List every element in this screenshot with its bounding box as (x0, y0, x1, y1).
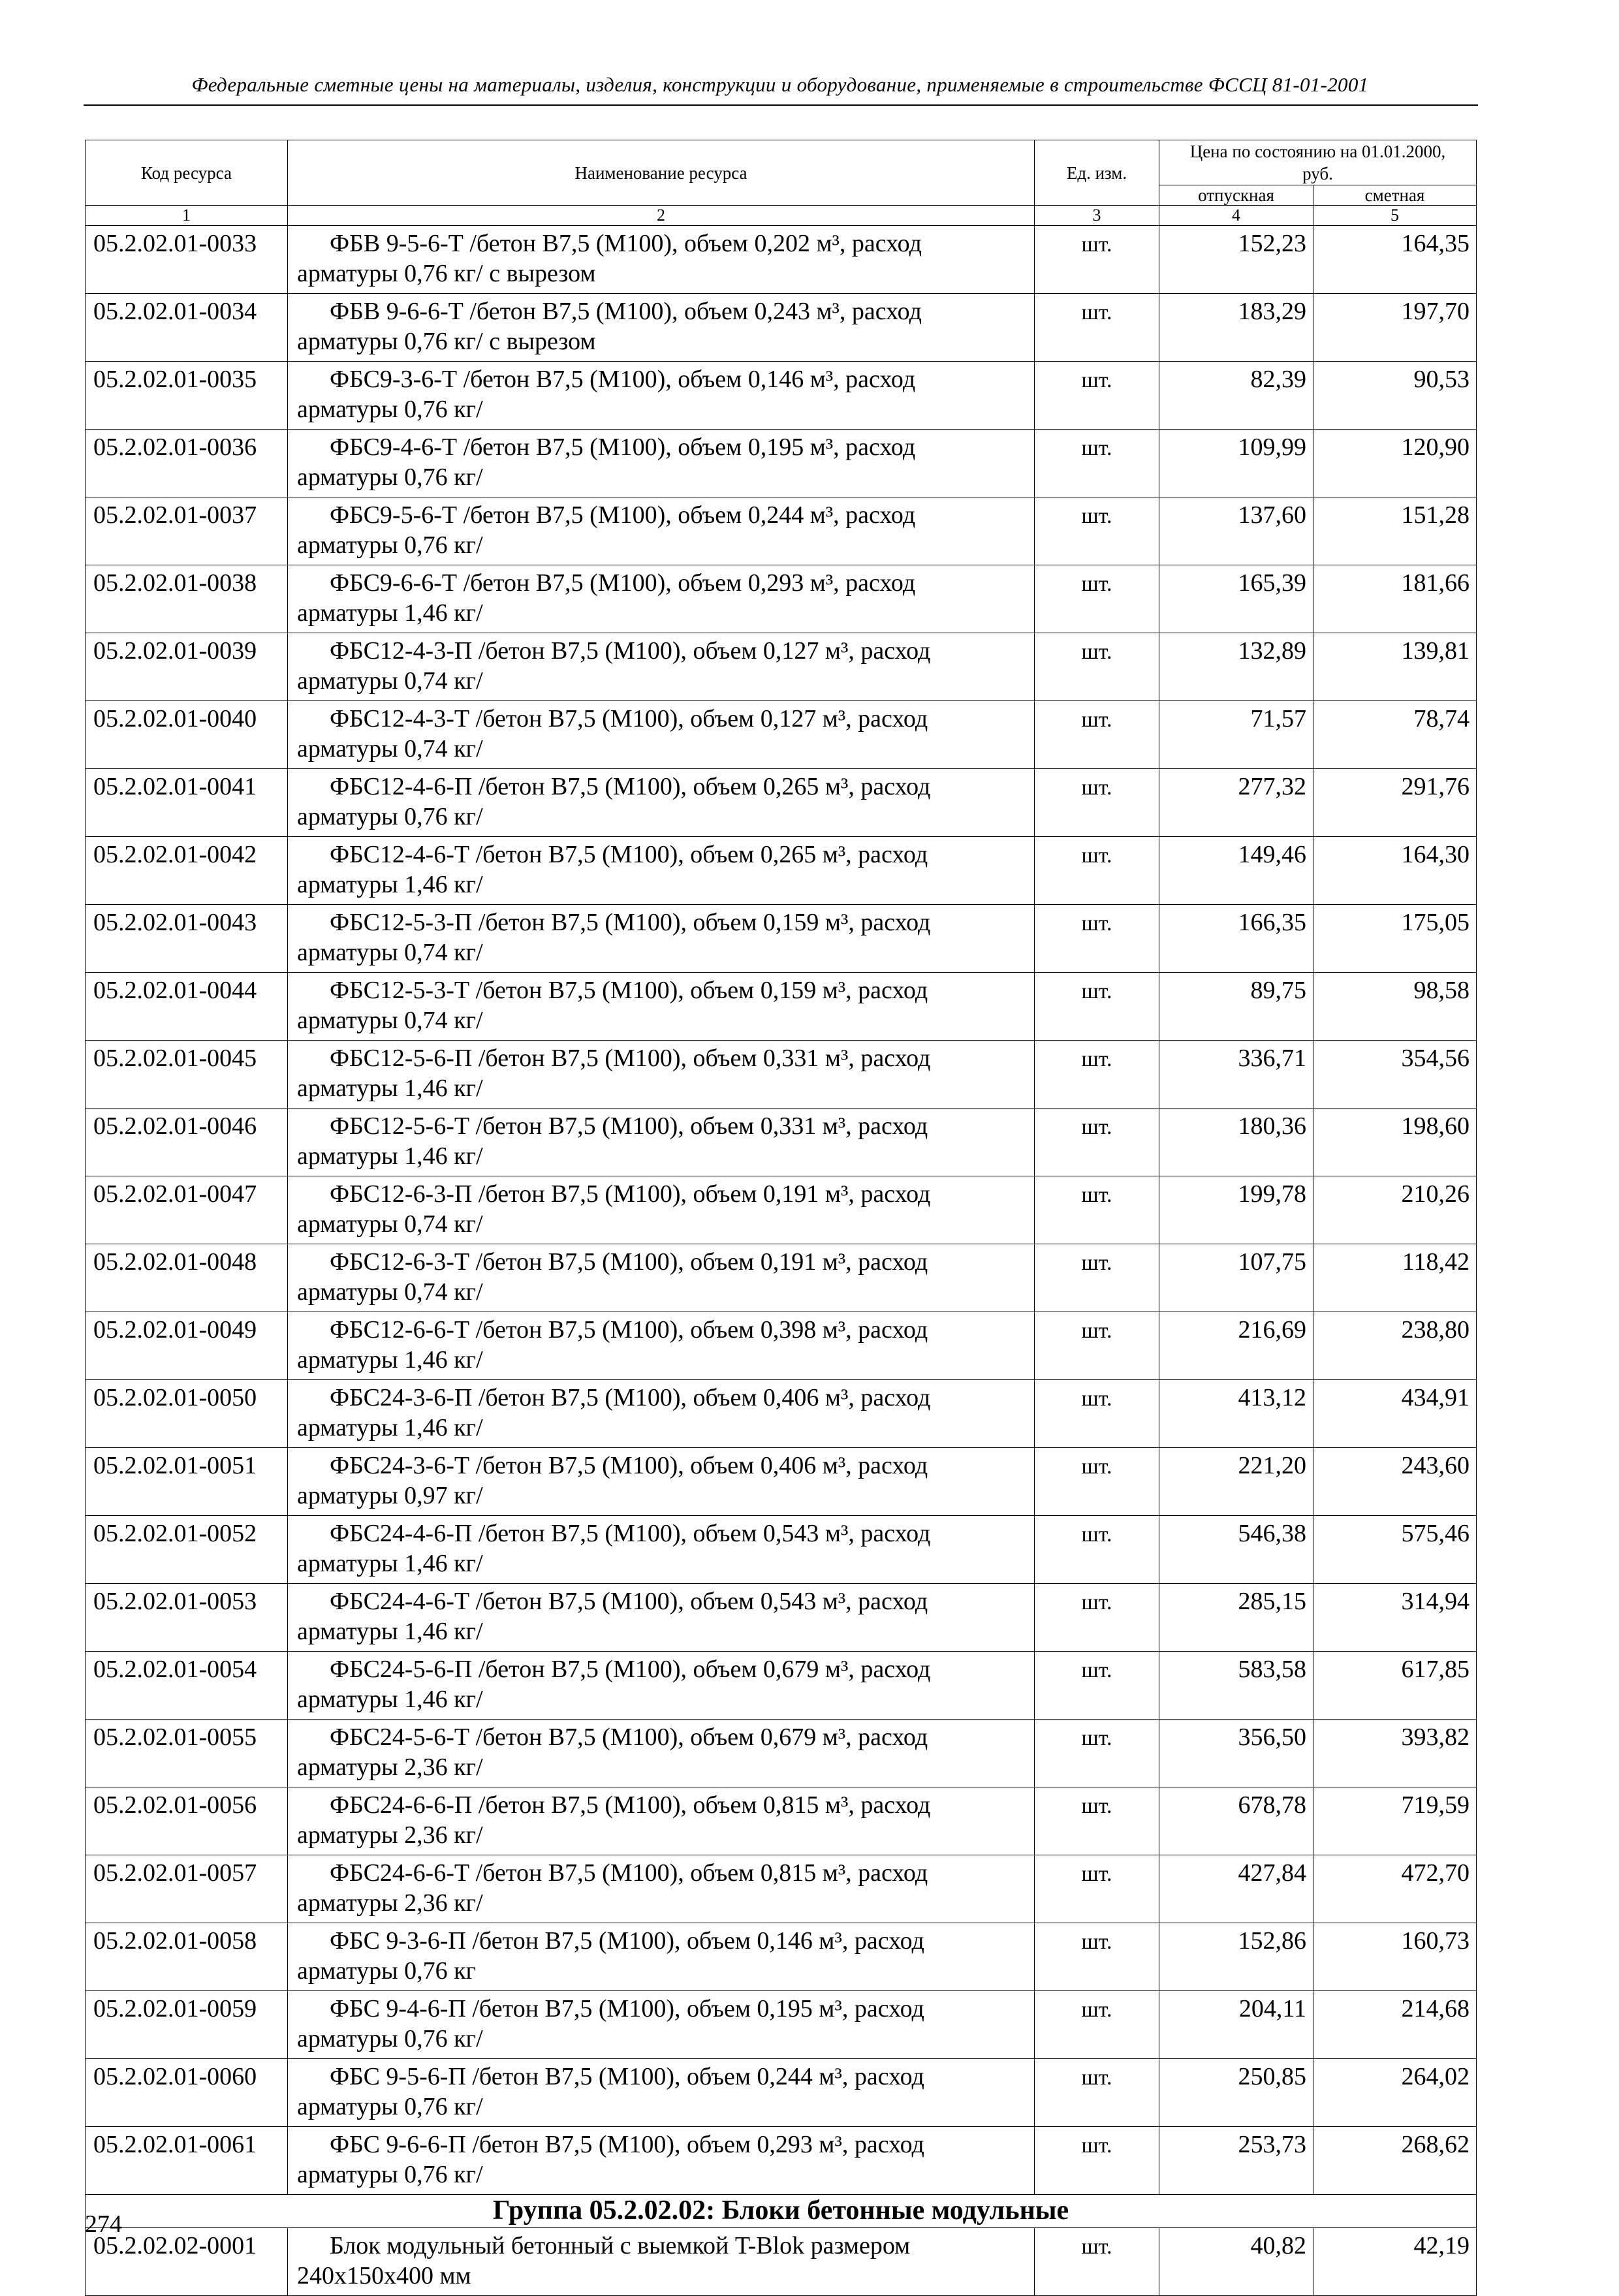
unit: шт. (1035, 1991, 1159, 2059)
estimate-price: 243,60 (1313, 1448, 1477, 1516)
resource-name-line1: ФБС9-3-6-Т /бетон В7,5 (М100), объем 0,146 м³, расход (330, 366, 916, 393)
table-row (86, 973, 1477, 1041)
resource-name-line2: арматуры 1,46 кг/ (297, 1075, 483, 1102)
resource-code: 05.2.02.01-0050 (86, 1380, 288, 1448)
estimate-price: 198,60 (1313, 1109, 1477, 1176)
resource-name-line1: ФБС24-6-6-Т /бетон В7,5 (М100), объем 0,815 м³, расход (330, 1859, 928, 1887)
release-price: 152,86 (1159, 1923, 1313, 1991)
resource-name-line2: арматуры 2,36 кг/ (297, 1821, 483, 1849)
resource-code: 05.2.02.01-0037 (86, 497, 288, 565)
resource-name-line1: ФБС24-3-6-Т /бетон В7,5 (М100), объем 0,406 м³, расход (330, 1452, 928, 1479)
resource-name (288, 2059, 1035, 2127)
resource-code: 05.2.02.01-0059 (86, 1991, 288, 2059)
unit: шт. (1035, 905, 1159, 973)
estimate-price: 393,82 (1313, 1720, 1477, 1787)
header-rule (84, 104, 1478, 106)
unit: шт. (1035, 362, 1159, 430)
resource-name-line2: арматуры 0,74 кг/ (297, 939, 483, 966)
estimate-price: 164,35 (1313, 226, 1477, 294)
unit: шт. (1035, 701, 1159, 769)
resource-name (288, 1109, 1035, 1176)
resource-name-line2: арматуры 0,74 кг/ (297, 667, 483, 695)
resource-name-line1: Блок модульный бетонный с выемкой T-Blok размером (330, 2232, 911, 2259)
resource-code: 05.2.02.01-0035 (86, 362, 288, 430)
resource-name (288, 1720, 1035, 1787)
resource-name-line2: арматуры 1,46 кг/ (297, 1618, 483, 1645)
unit: шт. (1035, 1448, 1159, 1516)
resource-name-line2: арматуры 0,76 кг/ (297, 2093, 483, 2120)
release-price: 107,75 (1159, 1244, 1313, 1312)
estimate-price: 160,73 (1313, 1923, 1477, 1991)
resource-code: 05.2.02.01-0039 (86, 633, 288, 701)
resource-name-line2: арматуры 2,36 кг/ (297, 1753, 483, 1781)
resource-name (288, 701, 1035, 769)
column-number: 4 (1159, 206, 1313, 226)
unit: шт. (1035, 837, 1159, 905)
release-price: 40,82 (1159, 2228, 1313, 2296)
resource-name (288, 1041, 1035, 1109)
estimate-price: 78,74 (1313, 701, 1477, 769)
unit: шт. (1035, 973, 1159, 1041)
header-unit: Ед. изм. (1035, 140, 1159, 206)
resource-name (288, 633, 1035, 701)
header-release: отпускная (1159, 185, 1313, 206)
unit: шт. (1035, 1109, 1159, 1176)
estimate-price: 314,94 (1313, 1584, 1477, 1652)
resource-name (288, 2228, 1035, 2296)
resource-code: 05.2.02.01-0045 (86, 1041, 288, 1109)
estimate-price: 151,28 (1313, 497, 1477, 565)
table-row (86, 1787, 1477, 1855)
release-price: 413,12 (1159, 1380, 1313, 1448)
resource-code: 05.2.02.01-0044 (86, 973, 288, 1041)
release-price: 427,84 (1159, 1855, 1313, 1923)
resource-name-line2: арматуры 0,76 кг/ с вырезом (297, 260, 596, 287)
unit: шт. (1035, 1380, 1159, 1448)
release-price: 109,99 (1159, 430, 1313, 497)
resource-name (288, 362, 1035, 430)
table-row (86, 1720, 1477, 1787)
resource-name (288, 905, 1035, 973)
resource-code: 05.2.02.01-0053 (86, 1584, 288, 1652)
release-price: 71,57 (1159, 701, 1313, 769)
resource-name (288, 1516, 1035, 1584)
resource-name-line2: арматуры 0,76 кг/ (297, 396, 483, 423)
table-row (86, 633, 1477, 701)
unit: шт. (1035, 565, 1159, 633)
header-price-group (1159, 140, 1477, 185)
resource-name-line2: арматуры 0,76 кг/ (297, 2161, 483, 2188)
header-code: Код ресурса (86, 140, 288, 206)
table-row (86, 1041, 1477, 1109)
estimate-price: 575,46 (1313, 1516, 1477, 1584)
estimate-price: 210,26 (1313, 1176, 1477, 1244)
table-row (86, 1380, 1477, 1448)
resource-code: 05.2.02.01-0055 (86, 1720, 288, 1787)
resource-name-line1: ФБС 9-3-6-П /бетон В7,5 (М100), объем 0,146 м³, расход (330, 1927, 924, 1955)
estimate-price: 98,58 (1313, 973, 1477, 1041)
table-row (86, 1109, 1477, 1176)
running-header: Федеральные сметные цены на материалы, изделия, конструкции и оборудование, применяемые в строительстве ФССЦ 81-01-2001 (191, 73, 1369, 96)
group-heading-row (86, 2195, 1477, 2228)
estimate-price: 268,62 (1313, 2127, 1477, 2195)
resource-name (288, 1787, 1035, 1855)
table-body (86, 226, 1477, 2296)
estimate-price: 139,81 (1313, 633, 1477, 701)
table-row (86, 1312, 1477, 1380)
unit: шт. (1035, 430, 1159, 497)
table-row (86, 905, 1477, 973)
resource-code: 05.2.02.01-0048 (86, 1244, 288, 1312)
release-price: 221,20 (1159, 1448, 1313, 1516)
release-price: 199,78 (1159, 1176, 1313, 1244)
resource-name-line1: ФБВ 9-6-6-Т /бетон В7,5 (М100), объем 0,243 м³, расход (330, 298, 922, 325)
release-price: 546,38 (1159, 1516, 1313, 1584)
resource-name (288, 1448, 1035, 1516)
release-price: 336,71 (1159, 1041, 1313, 1109)
resource-name (288, 1244, 1035, 1312)
resource-code: 05.2.02.01-0038 (86, 565, 288, 633)
resource-name (288, 1380, 1035, 1448)
estimate-price: 291,76 (1313, 769, 1477, 837)
table-row (86, 1448, 1477, 1516)
resource-name-line2: арматуры 0,76 кг/ (297, 531, 483, 559)
unit: шт. (1035, 1312, 1159, 1380)
price-table (85, 140, 1477, 2296)
resource-name-line2: арматуры 1,46 кг/ (297, 1550, 483, 1577)
resource-code: 05.2.02.01-0061 (86, 2127, 288, 2195)
unit: шт. (1035, 1244, 1159, 1312)
resource-name-line2: арматуры 1,46 кг/ (297, 599, 483, 627)
release-price: 132,89 (1159, 633, 1313, 701)
table-row (86, 1991, 1477, 2059)
estimate-price: 617,85 (1313, 1652, 1477, 1720)
resource-name (288, 497, 1035, 565)
resource-name-line1: ФБС12-6-3-П /бетон В7,5 (М100), объем 0,191 м³, расход (330, 1180, 931, 1208)
resource-name-line1: ФБС24-4-6-Т /бетон В7,5 (М100), объем 0,543 м³, расход (330, 1588, 928, 1615)
resource-name-line2: арматуры 1,46 кг/ (297, 871, 483, 898)
resource-name-line1: ФБС12-4-6-П /бетон В7,5 (М100), объем 0,265 м³, расход (330, 773, 931, 800)
release-price: 180,36 (1159, 1109, 1313, 1176)
column-number-row (86, 206, 1477, 226)
unit: шт. (1035, 1041, 1159, 1109)
resource-name (288, 973, 1035, 1041)
resource-name (288, 565, 1035, 633)
release-price: 285,15 (1159, 1584, 1313, 1652)
resource-name-line1: ФБС 9-4-6-П /бетон В7,5 (М100), объем 0,195 м³, расход (330, 1995, 924, 2022)
release-price: 216,69 (1159, 1312, 1313, 1380)
resource-name (288, 1923, 1035, 1991)
table-row (86, 497, 1477, 565)
resource-code: 05.2.02.01-0041 (86, 769, 288, 837)
release-price: 149,46 (1159, 837, 1313, 905)
release-price: 356,50 (1159, 1720, 1313, 1787)
resource-name (288, 1584, 1035, 1652)
resource-name-line1: ФБВ 9-5-6-Т /бетон В7,5 (М100), объем 0,202 м³, расход (330, 230, 922, 257)
resource-name-line1: ФБС24-6-6-П /бетон В7,5 (М100), объем 0,815 м³, расход (330, 1791, 931, 1819)
estimate-price: 354,56 (1313, 1041, 1477, 1109)
resource-code: 05.2.02.02-0001 (86, 2228, 288, 2296)
page-number: 274 (85, 2210, 122, 2238)
table-row (86, 1652, 1477, 1720)
estimate-price: 118,42 (1313, 1244, 1477, 1312)
resource-code: 05.2.02.01-0033 (86, 226, 288, 294)
table-row (86, 769, 1477, 837)
unit: шт. (1035, 1787, 1159, 1855)
resource-name (288, 1312, 1035, 1380)
estimate-price: 197,70 (1313, 294, 1477, 362)
resource-name-line2: арматуры 1,46 кг/ (297, 1142, 483, 1170)
table-row (86, 2228, 1477, 2296)
resource-name (288, 294, 1035, 362)
release-price: 250,85 (1159, 2059, 1313, 2127)
resource-name-line2: арматуры 1,46 кг/ (297, 1346, 483, 1374)
table-row (86, 701, 1477, 769)
resource-name-line1: ФБС12-6-3-Т /бетон В7,5 (М100), объем 0,191 м³, расход (330, 1248, 928, 1276)
resource-name-line1: ФБС12-4-3-Т /бетон В7,5 (М100), объем 0,127 м³, расход (330, 705, 928, 732)
unit: шт. (1035, 226, 1159, 294)
unit: шт. (1035, 294, 1159, 362)
estimate-price: 238,80 (1313, 1312, 1477, 1380)
resource-code: 05.2.02.01-0043 (86, 905, 288, 973)
table-row (86, 294, 1477, 362)
resource-name-line1: ФБС12-4-3-П /бетон В7,5 (М100), объем 0,127 м³, расход (330, 637, 931, 665)
resource-name-line2: арматуры 2,36 кг/ (297, 1889, 483, 1917)
resource-code: 05.2.02.01-0052 (86, 1516, 288, 1584)
resource-name-line1: ФБС9-6-6-Т /бетон В7,5 (М100), объем 0,293 м³, расход (330, 569, 916, 597)
resource-name-line1: ФБС9-5-6-Т /бетон В7,5 (М100), объем 0,244 м³, расход (330, 501, 916, 529)
resource-name-line1: ФБС12-5-3-П /бетон В7,5 (М100), объем 0,159 м³, расход (330, 909, 931, 936)
release-price: 137,60 (1159, 497, 1313, 565)
table-row (86, 2059, 1477, 2127)
resource-name-line1: ФБС 9-6-6-П /бетон В7,5 (М100), объем 0,293 м³, расход (330, 2131, 924, 2158)
resource-name-line2: 240x150x400 мм (297, 2262, 471, 2289)
resource-name-line1: ФБС12-5-6-П /бетон В7,5 (М100), объем 0,331 м³, расход (330, 1045, 931, 1072)
resource-code: 05.2.02.01-0034 (86, 294, 288, 362)
resource-name-line1: ФБС 9-5-6-П /бетон В7,5 (М100), объем 0,244 м³, расход (330, 2063, 924, 2090)
resource-name-line2: арматуры 0,74 кг/ (297, 735, 483, 763)
unit: шт. (1035, 1176, 1159, 1244)
table-row (86, 1923, 1477, 1991)
release-price: 204,11 (1159, 1991, 1313, 2059)
estimate-price: 264,02 (1313, 2059, 1477, 2127)
header-estimate: сметная (1313, 185, 1477, 206)
table-row (86, 1516, 1477, 1584)
unit: шт. (1035, 2228, 1159, 2296)
estimate-price: 120,90 (1313, 430, 1477, 497)
estimate-price: 164,30 (1313, 837, 1477, 905)
release-price: 152,23 (1159, 226, 1313, 294)
resource-name-line2: арматуры 1,46 кг/ (297, 1414, 483, 1441)
column-number: 2 (288, 206, 1035, 226)
release-price: 183,29 (1159, 294, 1313, 362)
estimate-price: 42,19 (1313, 2228, 1477, 2296)
resource-name (288, 2127, 1035, 2195)
resource-name (288, 1176, 1035, 1244)
estimate-price: 181,66 (1313, 565, 1477, 633)
estimate-price: 434,91 (1313, 1380, 1477, 1448)
column-number: 5 (1313, 206, 1477, 226)
unit: шт. (1035, 497, 1159, 565)
resource-code: 05.2.02.01-0042 (86, 837, 288, 905)
estimate-price: 214,68 (1313, 1991, 1477, 2059)
resource-name-line1: ФБС12-6-6-Т /бетон В7,5 (М100), объем 0,398 м³, расход (330, 1316, 928, 1344)
resource-name-line1: ФБС24-4-6-П /бетон В7,5 (М100), объем 0,543 м³, расход (330, 1520, 931, 1547)
table-row (86, 1176, 1477, 1244)
estimate-price: 719,59 (1313, 1787, 1477, 1855)
column-number: 1 (86, 206, 288, 226)
column-number: 3 (1035, 206, 1159, 226)
resource-name-line1: ФБС9-4-6-Т /бетон В7,5 (М100), объем 0,195 м³, расход (330, 433, 916, 461)
release-price: 82,39 (1159, 362, 1313, 430)
table-row (86, 362, 1477, 430)
resource-name-line1: ФБС12-5-3-Т /бетон В7,5 (М100), объем 0,159 м³, расход (330, 977, 928, 1004)
table-row (86, 226, 1477, 294)
resource-name-line1: ФБС12-4-6-Т /бетон В7,5 (М100), объем 0,265 м³, расход (330, 841, 928, 868)
resource-name (288, 1991, 1035, 2059)
resource-code: 05.2.02.01-0051 (86, 1448, 288, 1516)
table-row (86, 430, 1477, 497)
unit: шт. (1035, 2127, 1159, 2195)
resource-code: 05.2.02.01-0057 (86, 1855, 288, 1923)
resource-name-line2: арматуры 0,76 кг/ (297, 2025, 483, 2052)
release-price: 253,73 (1159, 2127, 1313, 2195)
resource-name-line2: арматуры 0,74 кг/ (297, 1007, 483, 1034)
resource-name (288, 226, 1035, 294)
resource-code: 05.2.02.01-0046 (86, 1109, 288, 1176)
resource-name-line2: арматуры 1,46 кг/ (297, 1686, 483, 1713)
table-row (86, 1584, 1477, 1652)
release-price: 583,58 (1159, 1652, 1313, 1720)
resource-name (288, 837, 1035, 905)
resource-code: 05.2.02.01-0049 (86, 1312, 288, 1380)
resource-name-line2: арматуры 0,76 кг/ (297, 803, 483, 830)
resource-name-line2: арматуры 0,76 кг/ с вырезом (297, 328, 596, 355)
unit: шт. (1035, 633, 1159, 701)
resource-name-line1: ФБС24-3-6-П /бетон В7,5 (М100), объем 0,406 м³, расход (330, 1384, 931, 1411)
unit: шт. (1035, 1584, 1159, 1652)
release-price: 678,78 (1159, 1787, 1313, 1855)
resource-code: 05.2.02.01-0060 (86, 2059, 288, 2127)
table-row (86, 1244, 1477, 1312)
resource-name-line1: ФБС24-5-6-П /бетон В7,5 (М100), объем 0,679 м³, расход (330, 1656, 931, 1683)
release-price: 89,75 (1159, 973, 1313, 1041)
resource-name-line2: арматуры 0,74 кг/ (297, 1210, 483, 1238)
estimate-price: 90,53 (1313, 362, 1477, 430)
table-row (86, 565, 1477, 633)
unit: шт. (1035, 769, 1159, 837)
release-price: 165,39 (1159, 565, 1313, 633)
resource-name (288, 430, 1035, 497)
resource-name-line2: арматуры 0,74 кг/ (297, 1278, 483, 1306)
header-price-group-text: Цена по состоянию на 01.01.2000, руб. (1189, 142, 1446, 183)
unit: шт. (1035, 1516, 1159, 1584)
table-row (86, 837, 1477, 905)
release-price: 166,35 (1159, 905, 1313, 973)
resource-name-line1: ФБС24-5-6-Т /бетон В7,5 (М100), объем 0,679 м³, расход (330, 1723, 928, 1751)
resource-code: 05.2.02.01-0058 (86, 1923, 288, 1991)
estimate-price: 175,05 (1313, 905, 1477, 973)
unit: шт. (1035, 1720, 1159, 1787)
group-heading: Группа 05.2.02.02: Блоки бетонные модульные (86, 2195, 1477, 2228)
estimate-price: 472,70 (1313, 1855, 1477, 1923)
resource-name (288, 1652, 1035, 1720)
resource-code: 05.2.02.01-0056 (86, 1787, 288, 1855)
unit: шт. (1035, 2059, 1159, 2127)
resource-name (288, 1855, 1035, 1923)
resource-name-line2: арматуры 0,76 кг/ (297, 464, 483, 491)
resource-name (288, 769, 1035, 837)
resource-name-line2: арматуры 0,76 кг (297, 1957, 477, 1985)
resource-code: 05.2.02.01-0040 (86, 701, 288, 769)
resource-code: 05.2.02.01-0054 (86, 1652, 288, 1720)
unit: шт. (1035, 1923, 1159, 1991)
resource-name-line2: арматуры 0,97 кг/ (297, 1482, 483, 1509)
resource-code: 05.2.02.01-0036 (86, 430, 288, 497)
table-row (86, 1855, 1477, 1923)
unit: шт. (1035, 1855, 1159, 1923)
resource-code: 05.2.02.01-0047 (86, 1176, 288, 1244)
resource-name-line1: ФБС12-5-6-Т /бетон В7,5 (М100), объем 0,331 м³, расход (330, 1112, 928, 1140)
unit: шт. (1035, 1652, 1159, 1720)
header-name: Наименование ресурса (288, 140, 1035, 206)
release-price: 277,32 (1159, 769, 1313, 837)
table-row (86, 2127, 1477, 2195)
